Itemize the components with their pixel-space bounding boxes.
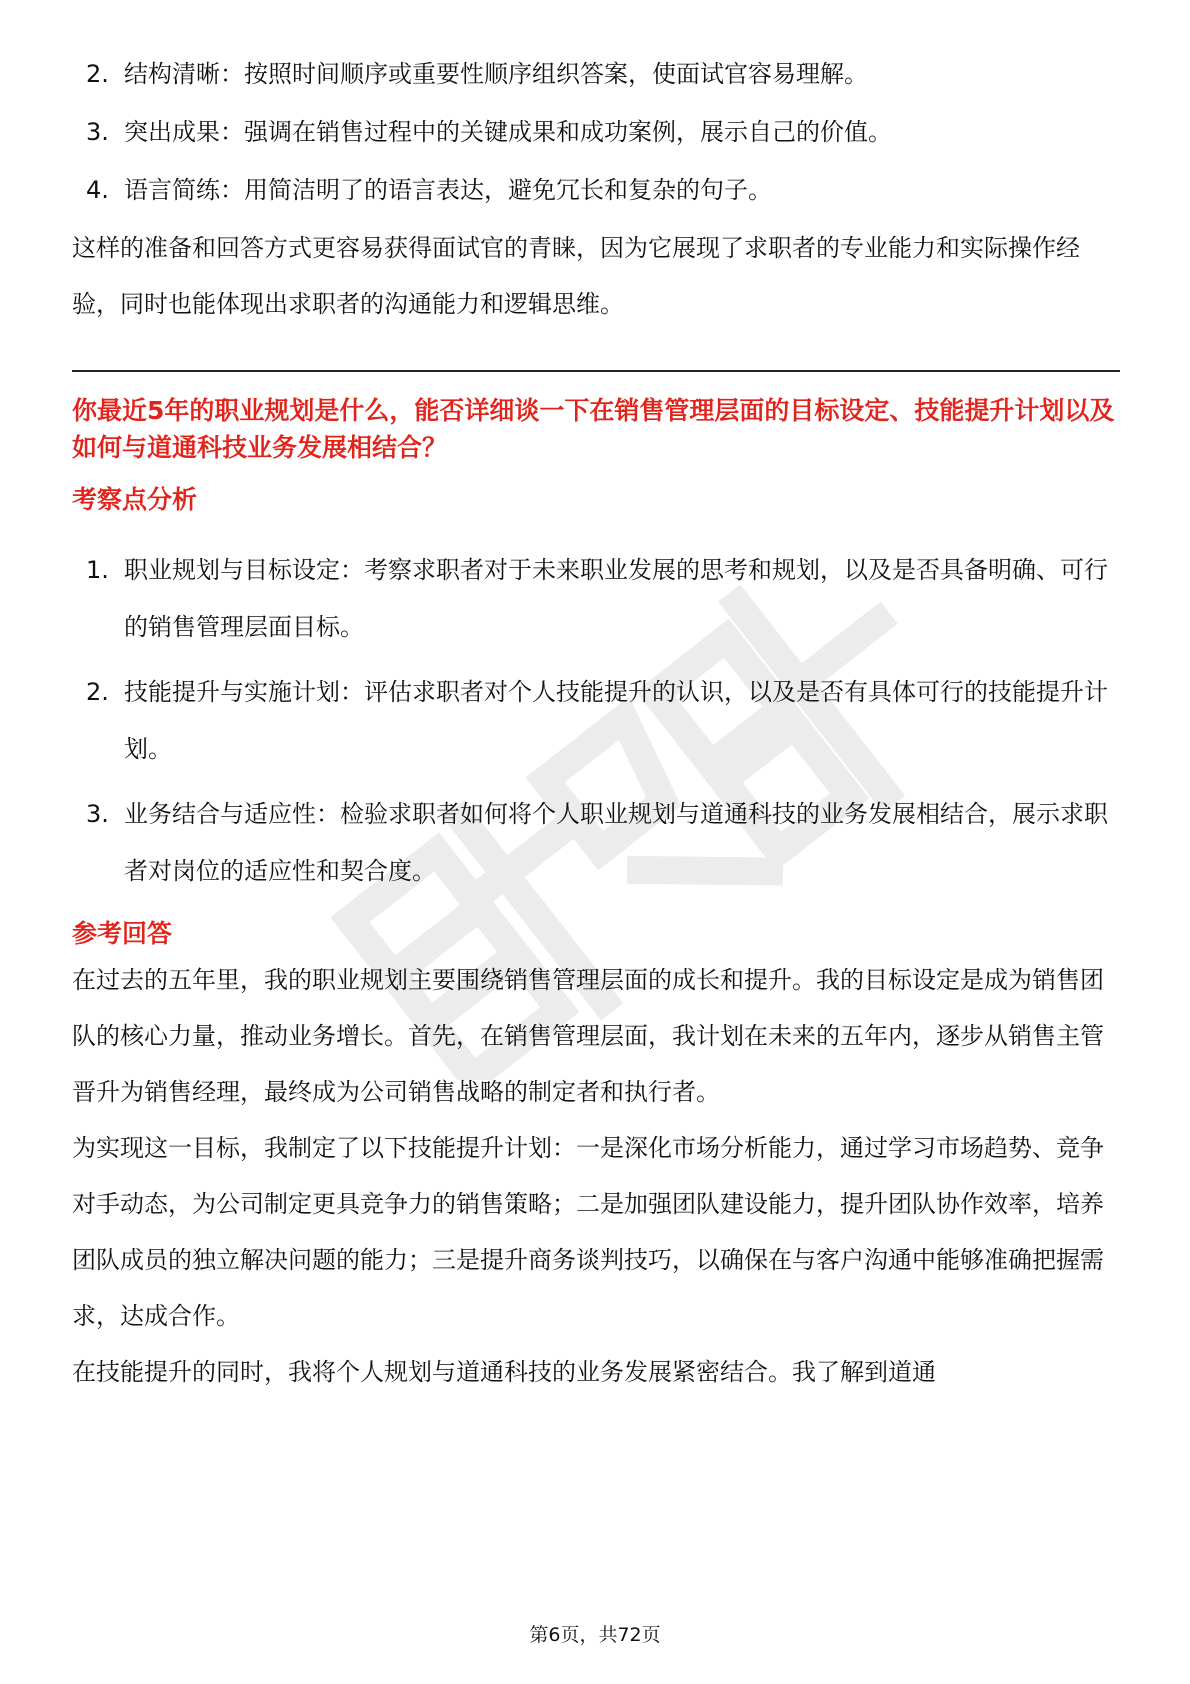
- page-number: 第6页，共72页: [529, 1624, 661, 1646]
- reference-paragraph: 为实现这一目标，我制定了以下技能提升计划：一是深化市场分析能力，通过学习市场趋势、竞争对手动态，为公司制定更具竞争力的销售策略；二是加强团队建设能力，提升团队协作效率，培养团队成员的独立解决问题的能力；三是提升商务谈判技巧，以确保在与客户沟通中能够准确把握需求，达成合作。: [72, 1134, 1104, 1330]
- list-number: 2.: [86, 60, 109, 88]
- section-divider: [72, 370, 1120, 372]
- list-text: 结构清晰：按照时间顺序或重要性顺序组织答案，使面试官容易理解。: [124, 60, 868, 88]
- analysis-heading: 考察点分析: [72, 485, 198, 514]
- interview-question: 你最近5年的职业规划是什么，能否详细谈一下在销售管理层面的目标设定、技能提升计划以及如何与道通科技业务发展相结合？: [72, 396, 1115, 462]
- list-item: [72, 104, 1120, 161]
- list-item: [72, 786, 1120, 900]
- criteria-list: [72, 46, 1120, 219]
- list-text: 业务结合与适应性：检验求职者如何将个人职业规划与道通科技的业务发展相结合，展示求职者对岗位的适应性和契合度。: [124, 800, 1108, 885]
- reference-paragraph: 在技能提升的同时，我将个人规划与道通科技的业务发展紧密结合。我了解到道通: [72, 1358, 936, 1386]
- list-text: 职业规划与目标设定：考察求职者对于未来职业发展的思考和规划，以及是否具备明确、可行的销售管理层面目标。: [124, 556, 1108, 641]
- list-text: 突出成果：强调在销售过程中的关键成果和成功案例，展示自己的价值。: [124, 118, 892, 146]
- analysis-list: [72, 542, 1120, 900]
- list-text: 语言简练：用简洁明了的语言表达，避免冗长和复杂的句子。: [124, 176, 772, 204]
- list-item: [72, 46, 1120, 103]
- list-number: 3.: [86, 800, 109, 828]
- summary-paragraph: 这样的准备和回答方式更容易获得面试官的青睐，因为它展现了求职者的专业能力和实际操作经验，同时也能体现出求职者的沟通能力和逻辑思维。: [72, 234, 1080, 318]
- list-number: 1.: [86, 556, 109, 584]
- list-item: [72, 664, 1120, 778]
- list-number: 3.: [86, 118, 109, 146]
- list-number: 4.: [86, 176, 109, 204]
- list-item: [72, 162, 1120, 219]
- list-item: [72, 542, 1120, 656]
- reference-heading: 参考回答: [72, 919, 173, 948]
- page-content: [72, 46, 1120, 1400]
- list-number: 2.: [86, 678, 109, 706]
- list-text: 技能提升与实施计划：评估求职者对个人技能提升的认识，以及是否有具体可行的技能提升计划。: [124, 678, 1108, 763]
- reference-paragraph: 在过去的五年里，我的职业规划主要围绕销售管理层面的成长和提升。我的目标设定是成为销售团队的核心力量，推动业务增长。首先，在销售管理层面，我计划在未来的五年内，逐步从销售主管晋升为销售经理，最终成为公司销售战略的制定者和执行者。: [72, 966, 1104, 1106]
